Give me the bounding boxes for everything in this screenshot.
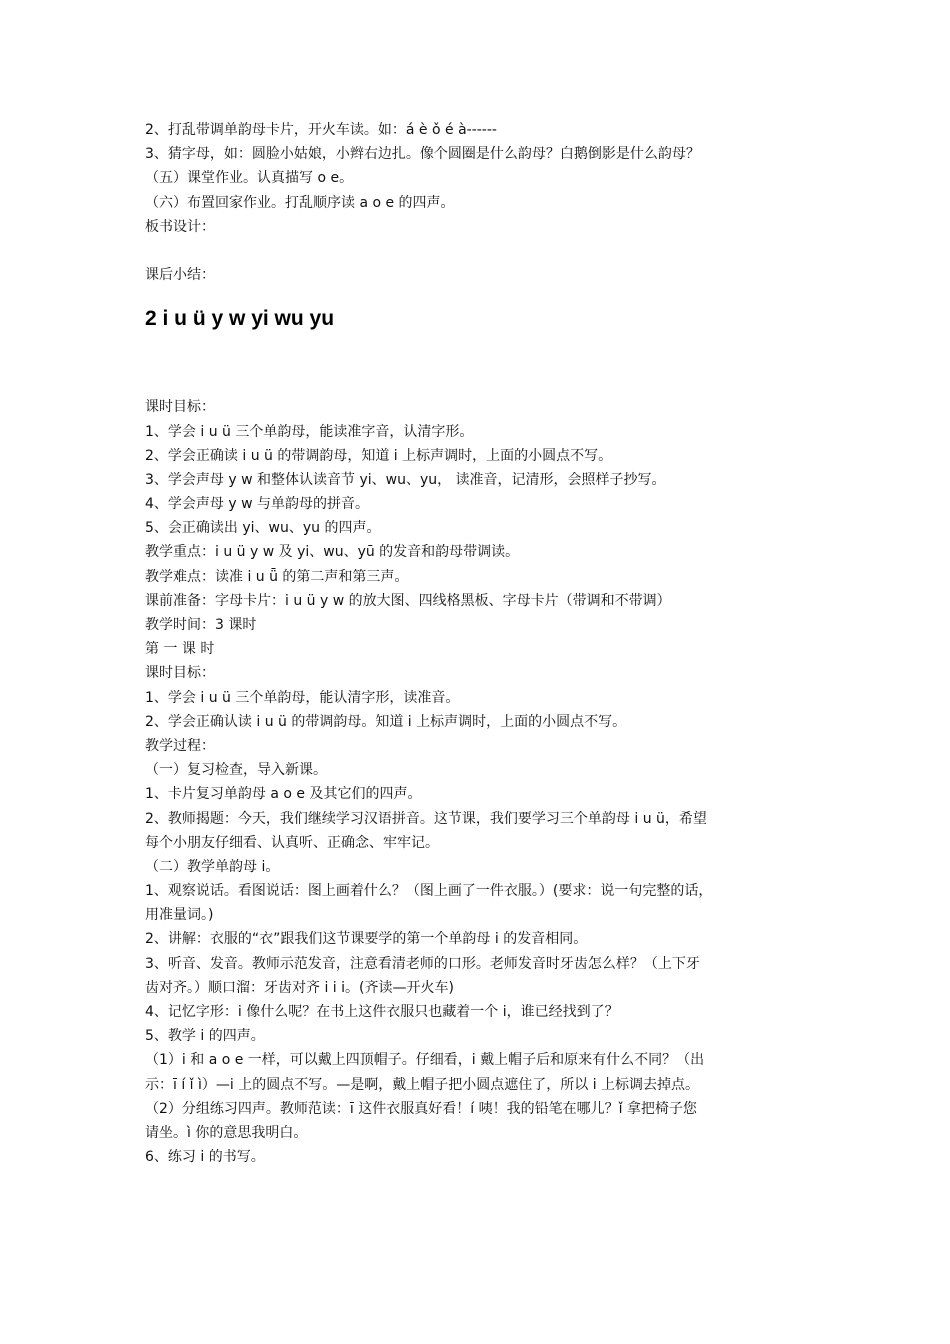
top-section xyxy=(145,118,825,287)
text-line: 6、练习 i 的书写。 xyxy=(145,1149,265,1166)
text-line: 课前准备：字母卡片：i u ü y w 的放大图、四线格黑板、字母卡片（带调和不带调） xyxy=(145,592,671,609)
text-line: 2、学会正确读 i u ü 的带调韵母，知道 i 上标声调时，上面的小圆点不写。 xyxy=(145,447,613,464)
text-line: （一）复习检查，导入新课。 xyxy=(145,762,327,779)
text-line: 1、观察说话。看图说话：图上画着什么？（图上画了一件衣服。）(要求：说一句完整的话， xyxy=(145,883,713,900)
text-line: （1）i 和 a o e 一样，可以戴上四顶帽子。仔细看，i 戴上帽子后和原来有什么不同？（出 xyxy=(145,1052,705,1069)
text-line: 第 一 课 时 xyxy=(145,641,215,658)
text-line: 1、卡片复习单韵母 a o e 及其它们的四声。 xyxy=(145,786,422,803)
text-line: 5、会正确读出 yi、wu、yu 的四声。 xyxy=(145,520,381,537)
text-line: 1、学会 i u ü 三个单韵母，能读准字音，认清字形。 xyxy=(145,423,474,440)
text-line: 每个小朋友仔细看、认真听、正确念、牢牢记。 xyxy=(145,834,439,851)
text-line: （2）分组练习四声。教师范读：ī 这件衣服真好看！í 咦！我的铅笔在哪儿？ǐ 拿把椅子您 xyxy=(145,1100,697,1117)
title-spacer xyxy=(145,334,825,395)
text-line: （二）教学单韵母 i。 xyxy=(145,858,280,875)
text-line: 4、记忆字形：i 像什么呢？在书上这件衣服只也藏着一个 i，谁已经找到了？ xyxy=(145,1004,619,1020)
text-line: 课后小结： xyxy=(145,267,215,284)
text-line: 课时目标： xyxy=(145,399,215,416)
lesson-plan-body xyxy=(145,395,825,1169)
text-line: （五）课堂作业。认真描写 o e。 xyxy=(145,170,354,187)
text-line: 课时目标： xyxy=(145,665,215,682)
text-line: 3、猜字母，如：圆脸小姑娘，小辫右边扎。像个圆圈是什么韵母？白鹅倒影是什么韵母？ xyxy=(145,146,700,163)
text-line: 3、听音、发音。教师示范发音，注意看清老师的口形。老师发音时牙齿怎么样？（上下牙 xyxy=(145,955,700,972)
text-line: 教学过程： xyxy=(145,737,215,754)
text-line xyxy=(145,239,825,263)
text-line: 示：ī í ǐ ì）—i 上的圆点不写。—是啊，戴上帽子把小圆点遮住了，所以 i 上标调去掉点。 xyxy=(145,1076,700,1093)
text-line: 2、教师揭题：今天，我们继续学习汉语拼音。这节课，我们要学习三个单韵母 i u ü，希望 xyxy=(145,810,707,827)
text-line: 2、讲解：衣服的“衣”跟我们这节课要学的第一个单韵母 i 的发音相同。 xyxy=(145,931,588,948)
text-line: 齿对齐。）顺口溜：牙齿对齐 i i i。(齐读—开火车) xyxy=(145,979,454,996)
text-line: 3、学会声母 y w 和整体认读音节 yi、wu、yu， 读准音，记清形，会照样子抄写。 xyxy=(145,471,666,488)
text-line: 教学难点：读准 i u ǖ 的第二声和第三声。 xyxy=(145,568,409,585)
text-line: 2、打乱带调单韵母卡片，开火车读。如：á è ǒ é à------ xyxy=(145,122,497,138)
text-line: 板书设计： xyxy=(145,218,215,235)
text-line: 1、学会 i u ü 三个单韵母，能认清字形，读准音。 xyxy=(145,689,460,706)
text-line: 4、学会声母 y w 与单韵母的拼音。 xyxy=(145,496,369,513)
text-line: 教学重点：i u ü y w 及 yi、wu、yū 的发音和韵母带调读。 xyxy=(145,544,520,561)
text-line: 用准量词。) xyxy=(145,907,214,924)
text-line: 请坐。ì 你的意思我明白。 xyxy=(145,1124,308,1141)
text-line: 教学时间：3 课时 xyxy=(145,617,257,633)
text-line: （六）布置回家作业。打乱顺序读 a o e 的四声。 xyxy=(145,194,455,211)
text-line: 2、学会正确认读 i u ü 的带调韵母。知道 i 上标声调时，上面的小圆点不写。 xyxy=(145,713,627,730)
document-page xyxy=(145,118,825,1169)
lesson-title: 2 i u ü y w yi wu yu xyxy=(145,307,335,331)
text-line: 5、教学 i 的四声。 xyxy=(145,1028,265,1045)
